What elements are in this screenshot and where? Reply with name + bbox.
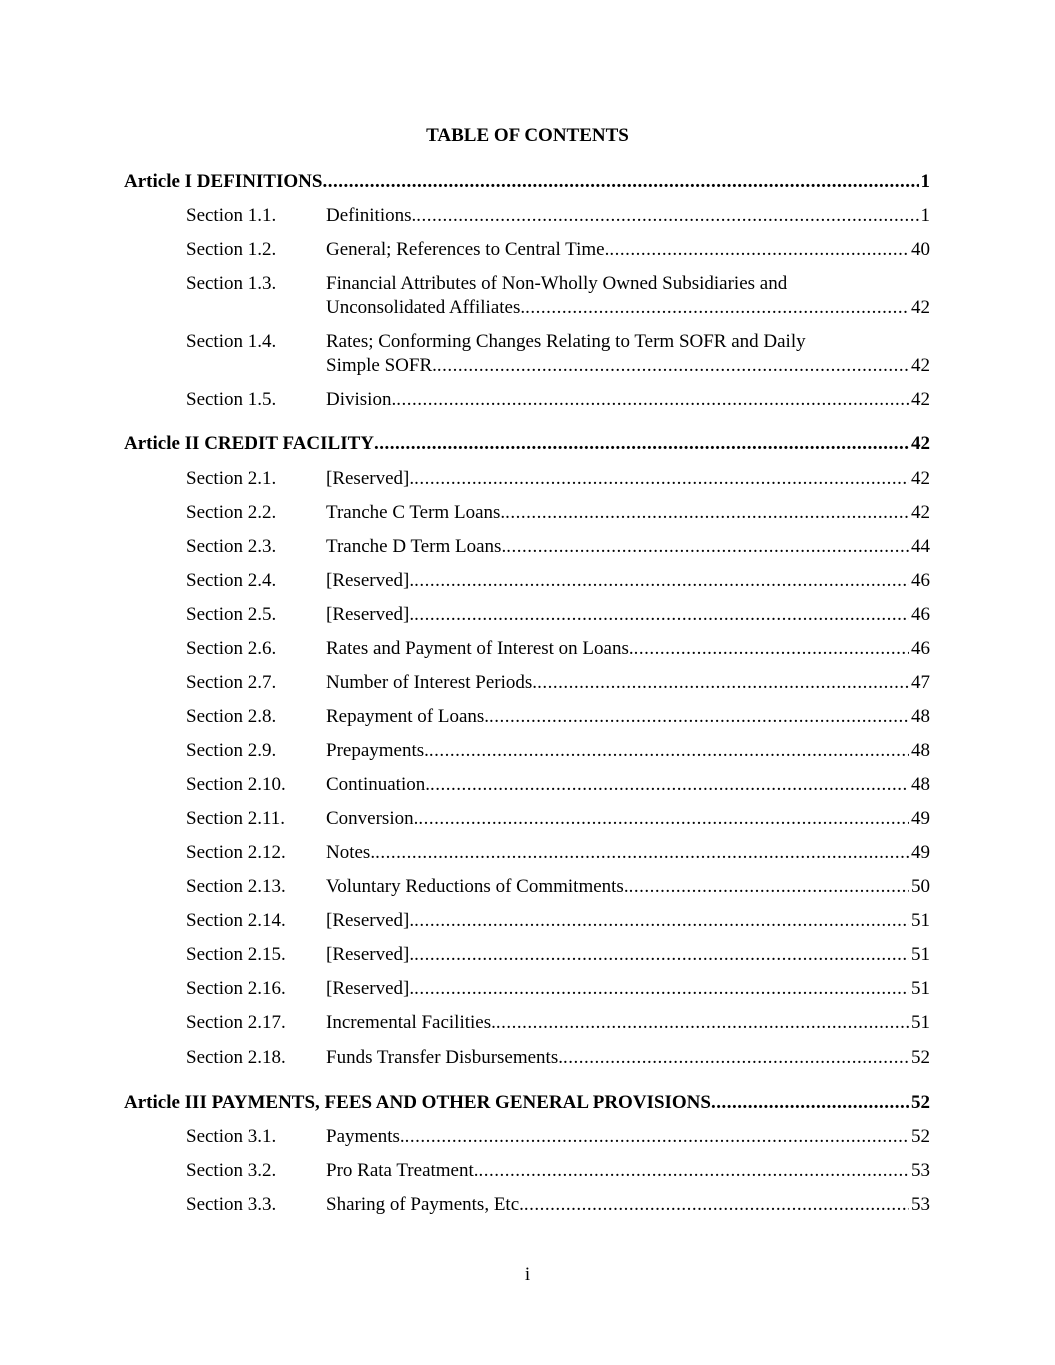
section-number: Section 2.11. bbox=[186, 808, 286, 829]
section-entry-page: 40 bbox=[911, 239, 930, 260]
section-number: Section 1.4. bbox=[186, 331, 277, 352]
section-entry-title: Tranche C Term Loans. bbox=[326, 502, 506, 523]
section-entry-page: 51 bbox=[911, 910, 930, 931]
section-entry-line[interactable] bbox=[326, 705, 930, 729]
section-entry-line[interactable] bbox=[326, 841, 930, 865]
section-entry-title: Unconsolidated Affiliates. bbox=[326, 297, 526, 318]
section-entry-title: [Reserved]. bbox=[326, 944, 415, 965]
section-title-line1: Financial Attributes of Non-Wholly Owned Subsidiaries and bbox=[326, 273, 788, 294]
section-entry-title: [Reserved]. bbox=[326, 468, 415, 489]
article-heading-page: 1 bbox=[920, 171, 930, 192]
dot-leader bbox=[414, 603, 909, 627]
section-entry-title: Tranche D Term Loans. bbox=[326, 536, 507, 557]
page-number: i bbox=[524, 1264, 531, 1285]
dot-leader bbox=[374, 432, 909, 456]
section-entry-title: Division. bbox=[326, 389, 397, 410]
section-entry-page: 52 bbox=[911, 1126, 930, 1147]
dot-leader bbox=[505, 501, 909, 525]
toc-title: TABLE OF CONTENTS bbox=[426, 125, 629, 146]
section-entry-line[interactable] bbox=[326, 977, 930, 1001]
section-entry-title: [Reserved]. bbox=[326, 604, 415, 625]
dot-leader bbox=[629, 875, 909, 899]
section-number: Section 2.12. bbox=[186, 842, 286, 863]
article-heading-page: 42 bbox=[911, 433, 930, 454]
dot-leader bbox=[414, 569, 909, 593]
section-number: Section 2.4. bbox=[186, 570, 277, 591]
section-entry-line[interactable] bbox=[326, 467, 930, 491]
dot-leader bbox=[429, 739, 909, 763]
dot-leader bbox=[525, 296, 909, 320]
section-number: Section 2.2. bbox=[186, 502, 277, 523]
dot-leader bbox=[414, 977, 909, 1001]
section-entry-line[interactable] bbox=[326, 909, 930, 933]
section-number: Section 2.16. bbox=[186, 978, 286, 999]
section-entry-title: Conversion. bbox=[326, 808, 419, 829]
section-entry-line[interactable] bbox=[326, 296, 930, 320]
article-heading-title: Article I DEFINITIONS bbox=[124, 171, 323, 192]
article-heading-line[interactable] bbox=[124, 170, 930, 194]
section-entry-line[interactable] bbox=[326, 1193, 930, 1217]
section-entry-line[interactable] bbox=[326, 603, 930, 627]
section-entry-title: Sharing of Payments, Etc. bbox=[326, 1194, 524, 1215]
dot-leader bbox=[416, 204, 918, 228]
dot-leader bbox=[405, 1125, 909, 1149]
section-entry-title: Simple SOFR. bbox=[326, 355, 437, 376]
section-entry-page: 49 bbox=[911, 808, 930, 829]
section-number: Section 2.13. bbox=[186, 876, 286, 897]
section-number: Section 2.3. bbox=[186, 536, 277, 557]
section-number: Section 3.3. bbox=[186, 1194, 277, 1215]
section-entry-page: 42 bbox=[911, 502, 930, 523]
section-entry-page: 51 bbox=[911, 1012, 930, 1033]
section-entry-title: Funds Transfer Disbursements. bbox=[326, 1047, 563, 1068]
section-entry-line[interactable] bbox=[326, 535, 930, 559]
section-entry-title: [Reserved]. bbox=[326, 570, 415, 591]
dot-leader bbox=[430, 773, 909, 797]
dot-leader bbox=[496, 1011, 909, 1035]
section-entry-page: 47 bbox=[911, 672, 930, 693]
section-entry-page: 50 bbox=[911, 876, 930, 897]
dot-leader bbox=[609, 238, 909, 262]
section-entry-title: Rates and Payment of Interest on Loans. bbox=[326, 638, 634, 659]
section-entry-page: 42 bbox=[911, 468, 930, 489]
section-entry-page: 46 bbox=[911, 638, 930, 659]
section-entry-page: 42 bbox=[911, 389, 930, 410]
section-number: Section 2.7. bbox=[186, 672, 277, 693]
section-entry-line[interactable] bbox=[326, 807, 930, 831]
section-number: Section 2.14. bbox=[186, 910, 286, 931]
section-entry-line[interactable] bbox=[326, 1159, 930, 1183]
section-number: Section 2.6. bbox=[186, 638, 277, 659]
dot-leader bbox=[414, 943, 909, 967]
section-entry-title: General; References to Central Time. bbox=[326, 239, 610, 260]
section-number: Section 2.8. bbox=[186, 706, 277, 727]
section-entry-page: 51 bbox=[911, 944, 930, 965]
section-entry-page: 48 bbox=[911, 706, 930, 727]
section-entry-line[interactable] bbox=[326, 1046, 930, 1070]
section-entry-title: Payments. bbox=[326, 1126, 405, 1147]
section-entry-line[interactable] bbox=[326, 1011, 930, 1035]
section-number: Section 1.2. bbox=[186, 239, 277, 260]
dot-leader bbox=[634, 637, 909, 661]
section-entry-title: Notes. bbox=[326, 842, 376, 863]
dot-leader bbox=[479, 1159, 909, 1183]
dot-leader bbox=[489, 705, 909, 729]
section-entry-page: 49 bbox=[911, 842, 930, 863]
section-entry-page: 48 bbox=[911, 774, 930, 795]
section-number: Section 2.5. bbox=[186, 604, 277, 625]
section-entry-page: 48 bbox=[911, 740, 930, 761]
section-entry-title: [Reserved]. bbox=[326, 978, 415, 999]
article-heading-page: 52 bbox=[911, 1092, 930, 1113]
section-entry-page: 53 bbox=[911, 1194, 930, 1215]
dot-leader bbox=[396, 388, 909, 412]
section-entry-page: 46 bbox=[911, 570, 930, 591]
section-entry-line[interactable] bbox=[326, 875, 930, 899]
section-number: Section 3.2. bbox=[186, 1160, 277, 1181]
section-entry-page: 1 bbox=[920, 205, 930, 226]
section-number: Section 1.5. bbox=[186, 389, 277, 410]
section-entry-page: 52 bbox=[911, 1047, 930, 1068]
dot-leader bbox=[524, 1193, 909, 1217]
section-entry-title: Repayment of Loans. bbox=[326, 706, 490, 727]
section-entry-line[interactable] bbox=[326, 388, 930, 412]
dot-leader bbox=[563, 1046, 909, 1070]
section-number: Section 2.18. bbox=[186, 1047, 286, 1068]
section-entry-line[interactable] bbox=[326, 637, 930, 661]
section-entry-line[interactable] bbox=[326, 354, 930, 378]
section-entry-line[interactable] bbox=[326, 238, 930, 262]
section-entry-title: Prepayments. bbox=[326, 740, 429, 761]
article-heading-title: Article II CREDIT FACILITY bbox=[124, 433, 374, 454]
section-entry-page: 42 bbox=[911, 355, 930, 376]
dot-leader bbox=[418, 807, 909, 831]
section-entry-line[interactable] bbox=[326, 739, 930, 763]
section-entry-title: Definitions. bbox=[326, 205, 417, 226]
section-number: Section 2.17. bbox=[186, 1012, 286, 1033]
section-number: Section 2.9. bbox=[186, 740, 277, 761]
section-number: Section 1.3. bbox=[186, 273, 277, 294]
dot-leader bbox=[414, 467, 909, 491]
section-number: Section 3.1. bbox=[186, 1126, 277, 1147]
dot-leader bbox=[537, 671, 909, 695]
section-entry-line[interactable] bbox=[326, 1125, 930, 1149]
dot-leader bbox=[711, 1091, 909, 1115]
section-entry-title: [Reserved]. bbox=[326, 910, 415, 931]
section-entry-line[interactable] bbox=[326, 943, 930, 967]
section-number: Section 2.10. bbox=[186, 774, 286, 795]
section-number: Section 2.15. bbox=[186, 944, 286, 965]
section-entry-title: Continuation. bbox=[326, 774, 430, 795]
section-entry-page: 46 bbox=[911, 604, 930, 625]
section-entry-page: 53 bbox=[911, 1160, 930, 1181]
article-heading-line[interactable] bbox=[124, 1091, 930, 1115]
dot-leader bbox=[437, 354, 909, 378]
section-entry-line[interactable] bbox=[326, 773, 930, 797]
section-number: Section 1.1. bbox=[186, 205, 277, 226]
section-entry-title: Incremental Facilities. bbox=[326, 1012, 496, 1033]
section-entry-line[interactable] bbox=[326, 671, 930, 695]
section-entry-title: Pro Rata Treatment. bbox=[326, 1160, 479, 1181]
article-heading-title: Article III PAYMENTS, FEES AND OTHER GENERAL PROVISIONS bbox=[124, 1092, 711, 1113]
section-title-line1: Rates; Conforming Changes Relating to Term SOFR and Daily bbox=[326, 331, 806, 352]
dot-leader bbox=[375, 841, 909, 865]
article-heading-line[interactable] bbox=[124, 432, 930, 456]
section-entry-page: 44 bbox=[911, 536, 930, 557]
section-entry-line[interactable] bbox=[326, 204, 930, 228]
section-entry-page: 42 bbox=[911, 297, 930, 318]
section-entry-line[interactable] bbox=[326, 501, 930, 525]
dot-leader bbox=[506, 535, 909, 559]
section-number: Section 2.1. bbox=[186, 468, 277, 489]
section-entry-title: Voluntary Reductions of Commitments. bbox=[326, 876, 629, 897]
section-entry-line[interactable] bbox=[326, 569, 930, 593]
dot-leader bbox=[322, 170, 918, 194]
section-entry-title: Number of Interest Periods. bbox=[326, 672, 538, 693]
dot-leader bbox=[414, 909, 909, 933]
section-entry-page: 51 bbox=[911, 978, 930, 999]
